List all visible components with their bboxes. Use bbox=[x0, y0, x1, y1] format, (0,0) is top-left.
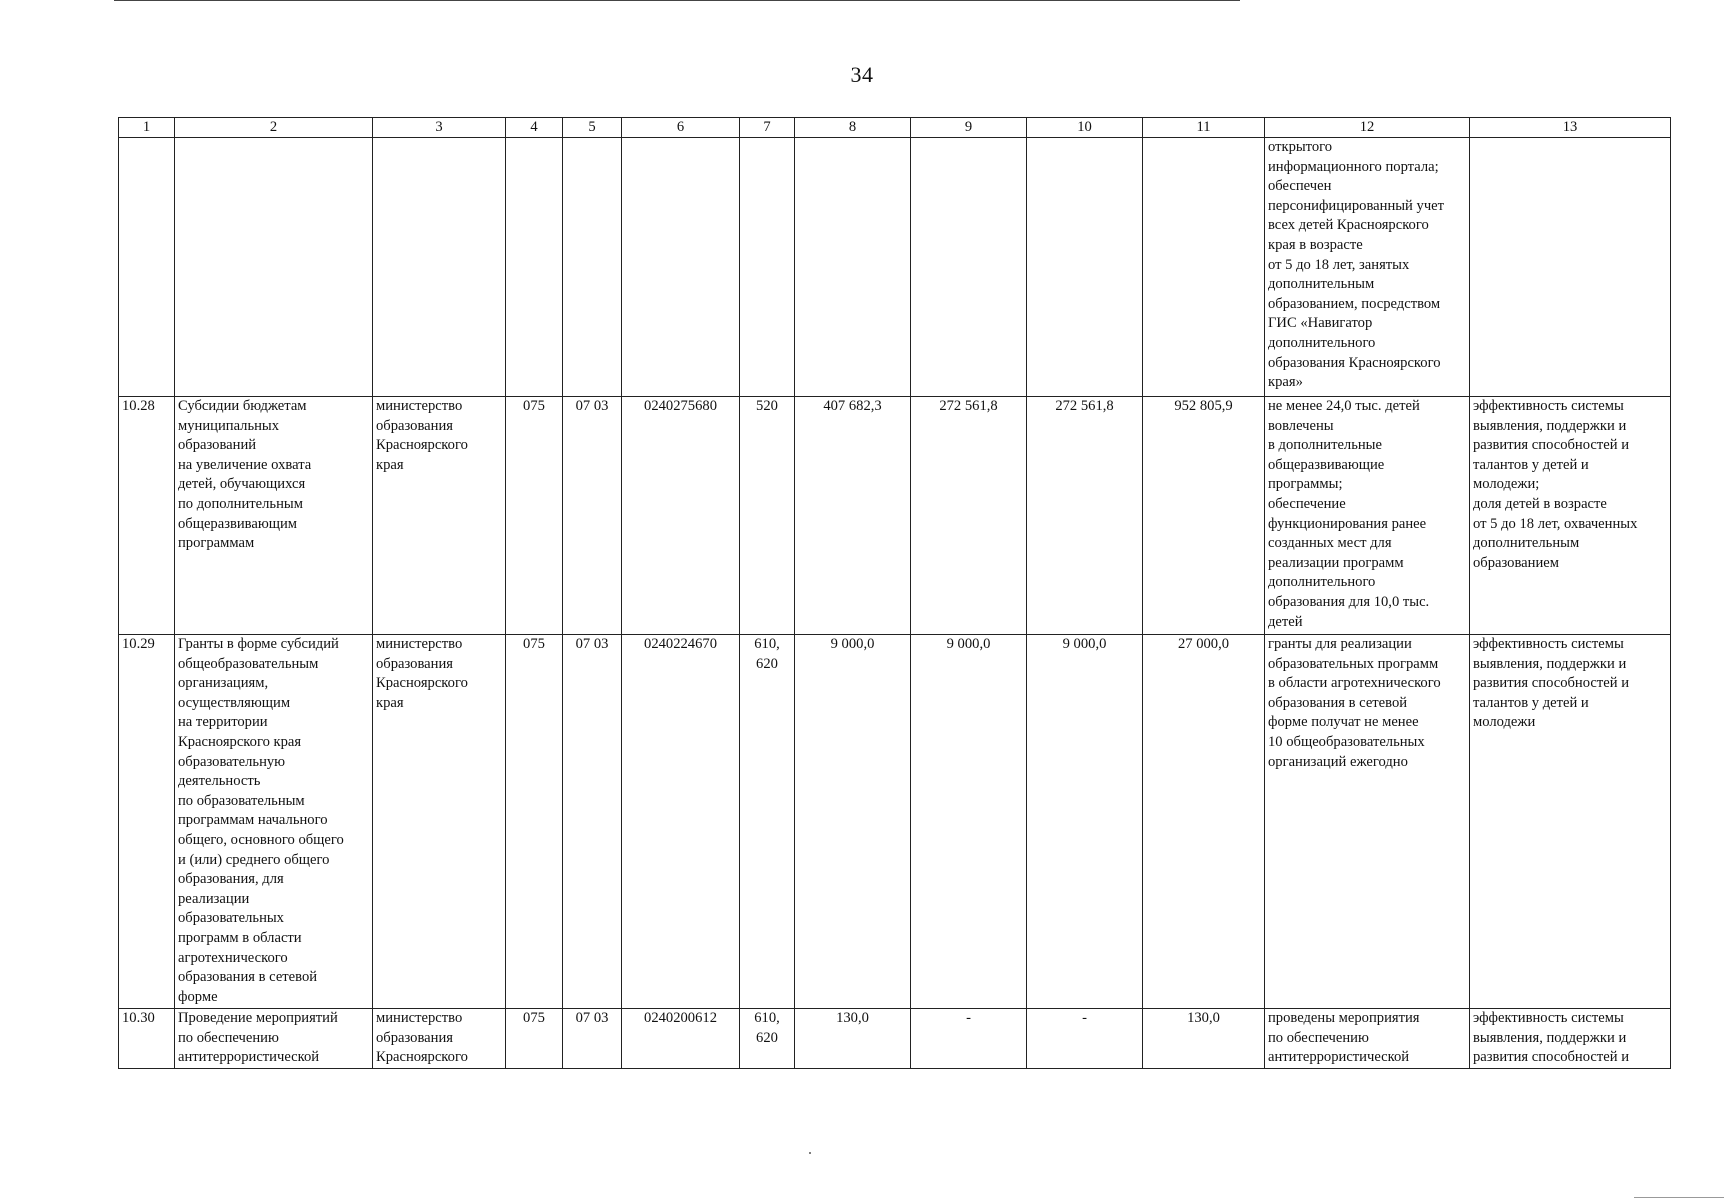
cell-grbs: 075 bbox=[506, 397, 563, 635]
cell-empty bbox=[373, 138, 506, 397]
cell-rzpr: 07 03 bbox=[563, 1009, 622, 1069]
cell-vr: 520 bbox=[740, 397, 795, 635]
table-row bbox=[119, 1009, 1671, 1069]
header-cell-8: 8 bbox=[795, 118, 911, 138]
cell-empty bbox=[1027, 138, 1143, 397]
cell-csr: 0240275680 bbox=[622, 397, 740, 635]
cell-vr: 610, 620 bbox=[740, 1009, 795, 1069]
cell-result: гранты для реализации образовательных программ в области агротехнического образования в сетевой форме получат не менее 10 общеобразовательных организаций ежегодно bbox=[1265, 635, 1470, 1009]
cell-executor: министерство образования Красноярского bbox=[373, 1009, 506, 1069]
cell-grbs: 075 bbox=[506, 1009, 563, 1069]
cell-rzpr: 07 03 bbox=[563, 397, 622, 635]
header-cell-4: 4 bbox=[506, 118, 563, 138]
cell-empty bbox=[1143, 138, 1265, 397]
cell-csr: 0240224670 bbox=[622, 635, 740, 1009]
cell-measure-name: Субсидии бюджетам муниципальных образований на увеличение охвата детей, обучающихся по дополнительным общеразвивающим программам bbox=[175, 397, 373, 635]
cell-executor: министерство образования Красноярского края bbox=[373, 397, 506, 635]
cell-empty bbox=[175, 138, 373, 397]
header-cell-3: 3 bbox=[373, 118, 506, 138]
cell-empty bbox=[795, 138, 911, 397]
header-cell-1: 1 bbox=[119, 118, 175, 138]
cell-indicator: эффективность системы выявления, поддержки и развития способностей и талантов у детей и молодежи bbox=[1470, 635, 1671, 1009]
cell-total: 952 805,9 bbox=[1143, 397, 1265, 635]
cell-year-1: 130,0 bbox=[795, 1009, 911, 1069]
cell-measure-name: Проведение мероприятий по обеспечению антитеррористической bbox=[175, 1009, 373, 1069]
cell-year-2: - bbox=[911, 1009, 1027, 1069]
header-cell-12: 12 bbox=[1265, 118, 1470, 138]
table-row bbox=[119, 635, 1671, 1009]
cell-executor: министерство образования Красноярского края bbox=[373, 635, 506, 1009]
cell-empty bbox=[740, 138, 795, 397]
cell-vr: 610, 620 bbox=[740, 635, 795, 1009]
scan-speck bbox=[809, 1152, 811, 1154]
cell-empty bbox=[1470, 138, 1671, 397]
cell-year-1: 9 000,0 bbox=[795, 635, 911, 1009]
bottom-edge-line bbox=[1634, 1197, 1724, 1198]
header-row bbox=[119, 118, 1671, 138]
cell-year-3: - bbox=[1027, 1009, 1143, 1069]
table-row bbox=[119, 397, 1671, 635]
cell-total: 27 000,0 bbox=[1143, 635, 1265, 1009]
cell-result: не менее 24,0 тыс. детей вовлечены в дополнительные общеразвивающие программы; обеспечение функционирования ранее созданных мест для реализации программ дополнительного образования для 10,0 тыс. детей bbox=[1265, 397, 1470, 635]
header-cell-13: 13 bbox=[1470, 118, 1671, 138]
cell-year-2: 272 561,8 bbox=[911, 397, 1027, 635]
budget-table bbox=[118, 117, 1671, 1069]
cell-empty bbox=[563, 138, 622, 397]
cell-rzpr: 07 03 bbox=[563, 635, 622, 1009]
cell-indicator: эффективность системы выявления, поддержки и развития способностей и bbox=[1470, 1009, 1671, 1069]
cell-year-3: 272 561,8 bbox=[1027, 397, 1143, 635]
cell-result: открытого информационного портала; обеспечен персонифицированный учет всех детей Красноярского края в возрасте от 5 до 18 лет, занятых дополнительным образованием, посредством ГИС «Навигатор дополнительного образования Красноярского края» bbox=[1265, 138, 1470, 397]
cell-item-number: 10.28 bbox=[119, 397, 175, 635]
header-cell-10: 10 bbox=[1027, 118, 1143, 138]
cell-empty bbox=[506, 138, 563, 397]
header-cell-5: 5 bbox=[563, 118, 622, 138]
cell-indicator: эффективность системы выявления, поддержки и развития способностей и талантов у детей и молодежи; доля детей в возрасте от 5 до 18 лет, охваченных дополнительным образованием bbox=[1470, 397, 1671, 635]
cell-total: 130,0 bbox=[1143, 1009, 1265, 1069]
cell-year-2: 9 000,0 bbox=[911, 635, 1027, 1009]
top-border-line bbox=[114, 0, 1240, 1]
header-cell-9: 9 bbox=[911, 118, 1027, 138]
header-cell-11: 11 bbox=[1143, 118, 1265, 138]
header-cell-2: 2 bbox=[175, 118, 373, 138]
cell-grbs: 075 bbox=[506, 635, 563, 1009]
header-cell-6: 6 bbox=[622, 118, 740, 138]
cell-empty bbox=[911, 138, 1027, 397]
cell-csr: 0240200612 bbox=[622, 1009, 740, 1069]
cell-empty bbox=[119, 138, 175, 397]
cell-item-number: 10.30 bbox=[119, 1009, 175, 1069]
table-row-continuation bbox=[119, 138, 1671, 397]
cell-item-number: 10.29 bbox=[119, 635, 175, 1009]
cell-year-1: 407 682,3 bbox=[795, 397, 911, 635]
header-cell-7: 7 bbox=[740, 118, 795, 138]
page-number: 34 bbox=[850, 62, 874, 87]
cell-year-3: 9 000,0 bbox=[1027, 635, 1143, 1009]
cell-empty bbox=[622, 138, 740, 397]
cell-measure-name: Гранты в форме субсидий общеобразовательным организациям, осуществляющим на территории Красноярского края образовательную деятельность по образовательным программам начального общего, основного общего и (или) среднего общего образования, для реализации образовательных программ в области агротехнического образования в сетевой форме bbox=[175, 635, 373, 1009]
cell-result: проведены мероприятия по обеспечению антитеррористической bbox=[1265, 1009, 1470, 1069]
